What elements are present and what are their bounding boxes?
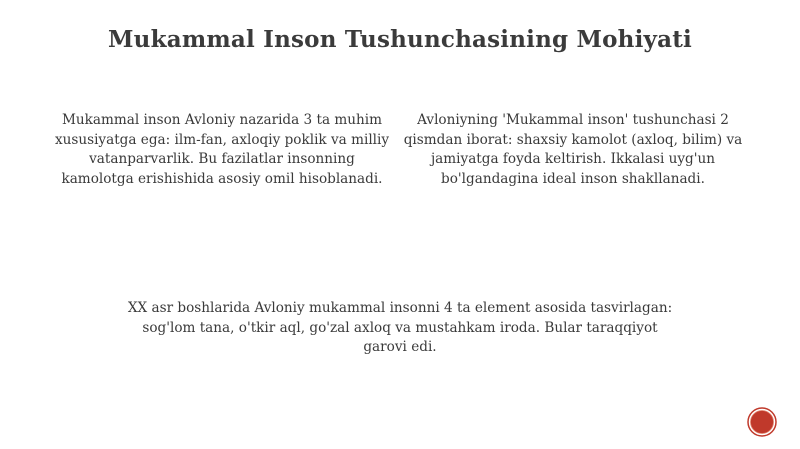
next-slide-icon (747, 407, 777, 437)
text-block-right: Avloniyning 'Mukammal inson' tushunchasi 2 qismdan iborat: shaxsiy kamolot (axloq, bilim) va jamiyatga foyda keltirish. Ikkalasi uyg'un bo'lgandagina ideal inson shakllanadi. (403, 112, 743, 187)
text-block-bottom: XX asr boshlarida Avloniy mukammal insonni 4 ta element asosida tasvirlagan: sog'lom tana, o'tkir aql, go'zal axloq va mustahkam iroda. Bular taraqqiyot garovi edi. (127, 300, 673, 355)
text-block-left: Mukammal inson Avloniy nazarida 3 ta muhim xususiyatga ega: ilm-fan, axloqiy poklik va milliy vatanparvarlik. Bu fazilatlar insonning kamolotga erishishida asosiy omil hisoblanadi. (54, 112, 390, 187)
next-slide-button[interactable] (747, 407, 777, 437)
slide-title: Mukammal Inson Tushunchasining Mohiyati (108, 26, 692, 53)
